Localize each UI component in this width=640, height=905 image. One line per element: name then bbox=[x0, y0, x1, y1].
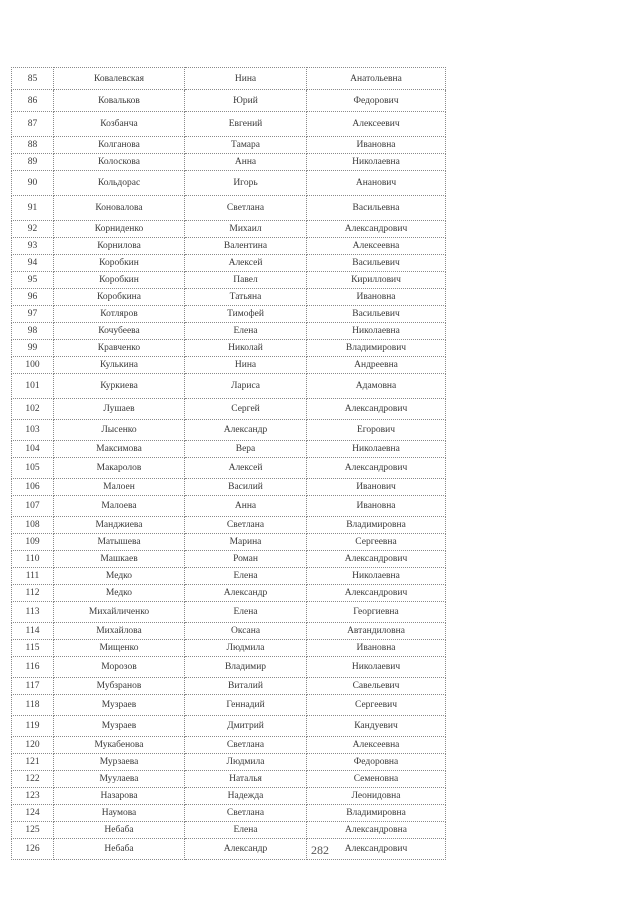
last-name: Матышева bbox=[54, 534, 185, 551]
row-number: 89 bbox=[12, 154, 54, 171]
last-name: Малоева bbox=[54, 496, 185, 517]
first-name: Юрий bbox=[185, 90, 307, 112]
first-name: Елена bbox=[185, 568, 307, 585]
first-name: Елена bbox=[185, 602, 307, 623]
last-name: Назарова bbox=[54, 788, 185, 805]
row-number: 124 bbox=[12, 805, 54, 822]
first-name: Михаил bbox=[185, 221, 307, 238]
patronymic: Николаевна bbox=[307, 441, 446, 458]
first-name: Людмила bbox=[185, 640, 307, 657]
patronymic: Алексеевна bbox=[307, 737, 446, 754]
row-number: 85 bbox=[12, 68, 54, 90]
last-name: Кочубеева bbox=[54, 323, 185, 340]
first-name: Марина bbox=[185, 534, 307, 551]
row-number: 87 bbox=[12, 112, 54, 137]
first-name: Игорь bbox=[185, 171, 307, 196]
last-name: Коновалова bbox=[54, 196, 185, 221]
patronymic: Александрович bbox=[307, 399, 446, 420]
patronymic: Автандиловна bbox=[307, 623, 446, 640]
row-number: 99 bbox=[12, 340, 54, 357]
patronymic: Андреевна bbox=[307, 357, 446, 374]
patronymic: Васильевич bbox=[307, 306, 446, 323]
last-name: Михайличенко bbox=[54, 602, 185, 623]
table-row bbox=[12, 238, 446, 255]
patronymic: Ананович bbox=[307, 171, 446, 196]
first-name: Василий bbox=[185, 479, 307, 496]
patronymic: Алексеевна bbox=[307, 238, 446, 255]
row-number: 120 bbox=[12, 737, 54, 754]
patronymic: Адамовна bbox=[307, 374, 446, 399]
table-row bbox=[12, 340, 446, 357]
row-number: 103 bbox=[12, 420, 54, 441]
table-row bbox=[12, 289, 446, 306]
first-name: Оксана bbox=[185, 623, 307, 640]
row-number: 111 bbox=[12, 568, 54, 585]
last-name: Мурзаева bbox=[54, 754, 185, 771]
last-name: Корнилова bbox=[54, 238, 185, 255]
patronymic: Александрович bbox=[307, 585, 446, 602]
first-name: Алексей bbox=[185, 255, 307, 272]
table-row bbox=[12, 399, 446, 420]
row-number: 114 bbox=[12, 623, 54, 640]
last-name: Козбанча bbox=[54, 112, 185, 137]
table-row bbox=[12, 517, 446, 534]
first-name: Павел bbox=[185, 272, 307, 289]
last-name: Лысенко bbox=[54, 420, 185, 441]
first-name: Александр bbox=[185, 420, 307, 441]
patronymic: Сергеевич bbox=[307, 695, 446, 716]
last-name: Мубзранов bbox=[54, 678, 185, 695]
last-name: Муулаева bbox=[54, 771, 185, 788]
last-name: Манджиева bbox=[54, 517, 185, 534]
table-row bbox=[12, 255, 446, 272]
first-name: Геннадий bbox=[185, 695, 307, 716]
first-name: Елена bbox=[185, 323, 307, 340]
last-name: Колоскова bbox=[54, 154, 185, 171]
table-row bbox=[12, 137, 446, 154]
first-name: Елена bbox=[185, 822, 307, 839]
row-number: 119 bbox=[12, 716, 54, 737]
last-name: Музраев bbox=[54, 716, 185, 737]
table-row bbox=[12, 602, 446, 623]
first-name: Сергей bbox=[185, 399, 307, 420]
row-number: 117 bbox=[12, 678, 54, 695]
row-number: 125 bbox=[12, 822, 54, 839]
patronymic: Александровна bbox=[307, 822, 446, 839]
row-number: 106 bbox=[12, 479, 54, 496]
table-row bbox=[12, 272, 446, 289]
last-name: Малоен bbox=[54, 479, 185, 496]
row-number: 102 bbox=[12, 399, 54, 420]
first-name: Евгений bbox=[185, 112, 307, 137]
table-row bbox=[12, 68, 446, 90]
row-number: 86 bbox=[12, 90, 54, 112]
last-name: Мищенко bbox=[54, 640, 185, 657]
last-name: Коробкин bbox=[54, 255, 185, 272]
first-name: Светлана bbox=[185, 517, 307, 534]
row-number: 112 bbox=[12, 585, 54, 602]
table-row bbox=[12, 737, 446, 754]
table-row bbox=[12, 678, 446, 695]
last-name: Морозов bbox=[54, 657, 185, 678]
patronymic: Александрович bbox=[307, 839, 446, 860]
table-row bbox=[12, 441, 446, 458]
first-name: Николай bbox=[185, 340, 307, 357]
row-number: 101 bbox=[12, 374, 54, 399]
patronymic: Сергеевна bbox=[307, 534, 446, 551]
patronymic: Владимировна bbox=[307, 805, 446, 822]
last-name: Макаролов bbox=[54, 458, 185, 479]
first-name: Нина bbox=[185, 68, 307, 90]
last-name: Лушаев bbox=[54, 399, 185, 420]
patronymic: Ивановна bbox=[307, 640, 446, 657]
last-name: Наумова bbox=[54, 805, 185, 822]
row-number: 96 bbox=[12, 289, 54, 306]
last-name: Коробкин bbox=[54, 272, 185, 289]
patronymic: Кандуевич bbox=[307, 716, 446, 737]
table-row bbox=[12, 112, 446, 137]
last-name: Кравченко bbox=[54, 340, 185, 357]
row-number: 94 bbox=[12, 255, 54, 272]
last-name: Михайлова bbox=[54, 623, 185, 640]
last-name: Машкаев bbox=[54, 551, 185, 568]
patronymic: Ивановна bbox=[307, 289, 446, 306]
first-name: Тимофей bbox=[185, 306, 307, 323]
first-name: Надежда bbox=[185, 788, 307, 805]
table-row bbox=[12, 496, 446, 517]
patronymic: Иванович bbox=[307, 479, 446, 496]
row-number: 116 bbox=[12, 657, 54, 678]
table-row bbox=[12, 154, 446, 171]
patronymic: Александрович bbox=[307, 551, 446, 568]
patronymic: Николаевич bbox=[307, 657, 446, 678]
first-name: Александр bbox=[185, 839, 307, 860]
first-name: Анна bbox=[185, 496, 307, 517]
last-name: Небаба bbox=[54, 822, 185, 839]
table-row bbox=[12, 754, 446, 771]
last-name: Ковалевская bbox=[54, 68, 185, 90]
patronymic: Федорович bbox=[307, 90, 446, 112]
table-row bbox=[12, 771, 446, 788]
table-row bbox=[12, 551, 446, 568]
table-row bbox=[12, 357, 446, 374]
row-number: 109 bbox=[12, 534, 54, 551]
first-name: Александр bbox=[185, 585, 307, 602]
patronymic: Леонидовна bbox=[307, 788, 446, 805]
first-name: Валентина bbox=[185, 238, 307, 255]
table-row bbox=[12, 585, 446, 602]
last-name: Коробкина bbox=[54, 289, 185, 306]
table-row bbox=[12, 171, 446, 196]
patronymic: Савельевич bbox=[307, 678, 446, 695]
row-number: 123 bbox=[12, 788, 54, 805]
row-number: 95 bbox=[12, 272, 54, 289]
row-number: 113 bbox=[12, 602, 54, 623]
table-row bbox=[12, 420, 446, 441]
last-name: Медко bbox=[54, 568, 185, 585]
patronymic: Алексеевич bbox=[307, 112, 446, 137]
patronymic: Ивановна bbox=[307, 137, 446, 154]
row-number: 104 bbox=[12, 441, 54, 458]
row-number: 100 bbox=[12, 357, 54, 374]
table-row bbox=[12, 374, 446, 399]
last-name: Кольдорас bbox=[54, 171, 185, 196]
table-row bbox=[12, 323, 446, 340]
row-number: 98 bbox=[12, 323, 54, 340]
table-row bbox=[12, 657, 446, 678]
patronymic: Владимирович bbox=[307, 340, 446, 357]
last-name: Кулькина bbox=[54, 357, 185, 374]
first-name: Алексей bbox=[185, 458, 307, 479]
first-name: Лариса bbox=[185, 374, 307, 399]
last-name: Музраев bbox=[54, 695, 185, 716]
patronymic: Николаевна bbox=[307, 154, 446, 171]
table-row bbox=[12, 458, 446, 479]
last-name: Куркиева bbox=[54, 374, 185, 399]
patronymic: Владимировна bbox=[307, 517, 446, 534]
row-number: 108 bbox=[12, 517, 54, 534]
row-number: 121 bbox=[12, 754, 54, 771]
first-name: Вера bbox=[185, 441, 307, 458]
first-name: Анна bbox=[185, 154, 307, 171]
row-number: 88 bbox=[12, 137, 54, 154]
table-row bbox=[12, 306, 446, 323]
first-name: Татьяна bbox=[185, 289, 307, 306]
patronymic: Федоровна bbox=[307, 754, 446, 771]
table-row bbox=[12, 805, 446, 822]
row-number: 90 bbox=[12, 171, 54, 196]
row-number: 115 bbox=[12, 640, 54, 657]
patronymic: Николаевна bbox=[307, 568, 446, 585]
first-name: Владимир bbox=[185, 657, 307, 678]
last-name: Колганова bbox=[54, 137, 185, 154]
table-row bbox=[12, 534, 446, 551]
row-number: 110 bbox=[12, 551, 54, 568]
table-row bbox=[12, 788, 446, 805]
patronymic: Васильевич bbox=[307, 255, 446, 272]
first-name: Роман bbox=[185, 551, 307, 568]
patronymic: Николаевна bbox=[307, 323, 446, 340]
table-row bbox=[12, 640, 446, 657]
first-name: Светлана bbox=[185, 196, 307, 221]
first-name: Людмила bbox=[185, 754, 307, 771]
row-number: 91 bbox=[12, 196, 54, 221]
patronymic: Александрович bbox=[307, 221, 446, 238]
patronymic: Анатольевна bbox=[307, 68, 446, 90]
patronymic: Ивановна bbox=[307, 496, 446, 517]
first-name: Наталья bbox=[185, 771, 307, 788]
page-number: 282 bbox=[311, 843, 329, 857]
last-name: Котляров bbox=[54, 306, 185, 323]
first-name: Дмитрий bbox=[185, 716, 307, 737]
row-number: 97 bbox=[12, 306, 54, 323]
first-name: Тамара bbox=[185, 137, 307, 154]
row-number: 93 bbox=[12, 238, 54, 255]
first-name: Светлана bbox=[185, 737, 307, 754]
patronymic: Георгиевна bbox=[307, 602, 446, 623]
row-number: 122 bbox=[12, 771, 54, 788]
patronymic: Кириллович bbox=[307, 272, 446, 289]
last-name: Медко bbox=[54, 585, 185, 602]
last-name: Мукабенова bbox=[54, 737, 185, 754]
first-name: Светлана bbox=[185, 805, 307, 822]
table-row bbox=[12, 822, 446, 839]
table-row bbox=[12, 479, 446, 496]
table-row bbox=[12, 716, 446, 737]
last-name: Небаба bbox=[54, 839, 185, 860]
first-name: Нина bbox=[185, 357, 307, 374]
table-row bbox=[12, 695, 446, 716]
last-name: Корниденко bbox=[54, 221, 185, 238]
patronymic: Васильевна bbox=[307, 196, 446, 221]
row-number: 107 bbox=[12, 496, 54, 517]
row-number: 118 bbox=[12, 695, 54, 716]
patronymic: Егорович bbox=[307, 420, 446, 441]
first-name: Виталий bbox=[185, 678, 307, 695]
patronymic: Семеновна bbox=[307, 771, 446, 788]
table-row bbox=[12, 623, 446, 640]
table-row bbox=[12, 90, 446, 112]
table-row bbox=[12, 568, 446, 585]
table-row bbox=[12, 196, 446, 221]
row-number: 105 bbox=[12, 458, 54, 479]
patronymic: Александрович bbox=[307, 458, 446, 479]
row-number: 92 bbox=[12, 221, 54, 238]
row-number: 126 bbox=[12, 839, 54, 860]
last-name: Ковальков bbox=[54, 90, 185, 112]
names-table-body bbox=[12, 68, 446, 860]
names-table bbox=[11, 67, 446, 860]
table-row bbox=[12, 221, 446, 238]
last-name: Максимова bbox=[54, 441, 185, 458]
